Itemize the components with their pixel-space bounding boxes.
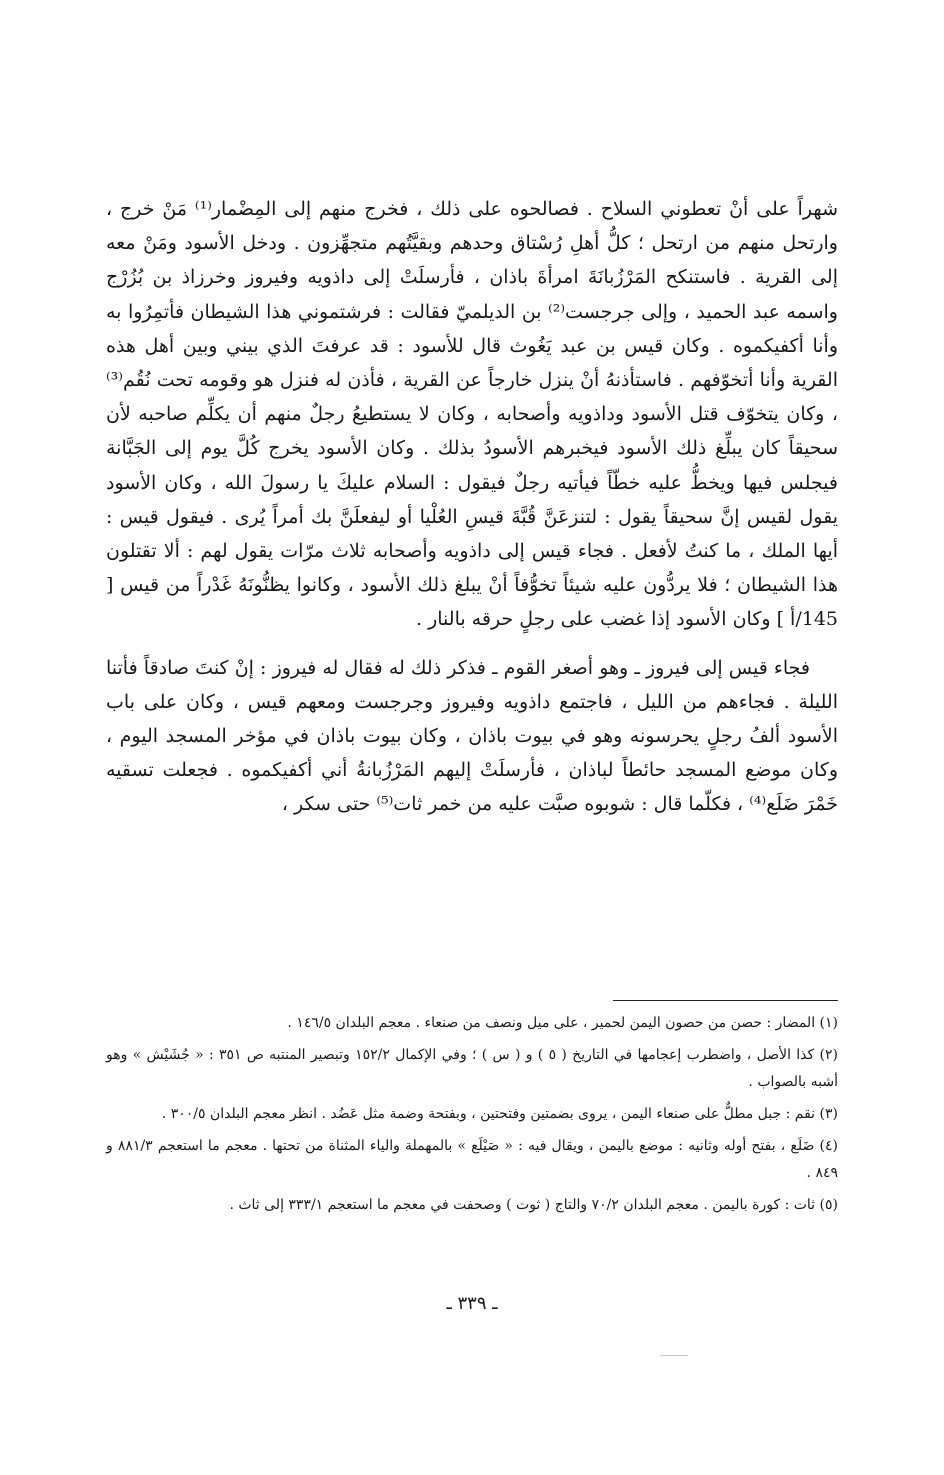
footnote-separator [613,1000,838,1001]
page-number: ـ ٣٣٩ ـ [446,1293,498,1314]
footnote-5: (٥) ثات : كورة باليمن . معجم البلدان ٧٠/٢ والتاج ( ثوت ) وصحفت في معجم ما استعجم ٣٣٣/١ إلى ثاث . [229,1197,838,1213]
main-text-block [106,192,838,822]
body-paragraph-2: فجاء قيس إلى فيروز ـ وهو أصغر القوم ـ فذكر ذلك له فقال له فيروز : إنْ كنتَ صادقاً فأتنا الليلة . فجاءهم من الليل ، فاجتمع داذويه وفيروز وجرجست ومعهم قيس ، وكان على باب الأسود ألفُ رجلٍ يحرسونه وهو في بيوت باذان ، وكان بيوت باذان في مؤخر المسجد اليوم ، وكان موضع المسجد حائطاً لباذان ، فأرسلَتْ إليهم المَرْزُبانةُ أني أكفيكموه . فجعلت تسقيه خَمْرَ ضَلَع⁽⁴⁾ ، فكلّما قال : شوبوه صبَّت عليه من خمر ثات⁽⁵⁾ حتى سكر ، [106,656,838,816]
footnotes-block [106,1010,838,1224]
footnote-2: (٢) كذا الأصل ، واضطرب إعجامها في التاريخ ( ٥ ) و ( س ) ؛ وفي الإكمال ١٥٢/٢ وتبصير المنتبه ص ٣٥١ : « جُشَيْش » وهو أشبه بالصواب . [106,1047,838,1090]
footnote-3: (٣) نقم : جبل مطلٌّ على صنعاء اليمن ، يروى بضمتين وفتحتين ، وبفتحة وضمة مثل عَضُد . انظر معجم البلدان ٣٠٠/٥ . [161,1106,838,1122]
body-paragraph-1: شهراً على أنْ تعطوني السلاح . فصالحوه على ذلك ، فخرج منهم إلى المِضْمار⁽¹⁾ مَنْ خرج ، وارتحل منهم من ارتحل ؛ كلُّ أهلِ رُسْتاق وحدهم وبقيَّتُهم متجهِّزون . ودخل الأسود ومَنْ معه إلى القرية . فاستنكح المَرْزُبانَةَ امرأةَ باذان ، فأرسلَتْ إلى داذويه وفيروز وخرزاذ بن بُزُرْج واسمه عبد الحميد ، وإلى جرجست⁽²⁾ بن الديلميّ فقالت : فرشتموني هذا الشيطان فأتمِرُوا به وأنا أكفيكموه . وكان قيس بن عبد يَغُوث قال للأسود : قد عرفتَ الذي بيني وبين أهل هذه القرية وأنا أتخوّفهم . فاستأذنهُ أنْ ينزل خارجاً عن القرية ، فأذن له فنزل هو وقومه تحت نُقُم⁽³⁾ ، وكان يتخوّف قتل الأسود وداذويه وأصحابه ، وكان لا يستطيعُ رجلٌ منهم أن يكلِّم صاحبه لأن سحيقاً كان يبلِّغ ذلك الأسود فيخبرهم الأسودُ بذلك . وكان الأسود يخرج كُلَّ يوم إلى الجَبَّانة فيجلس فيها ويخطُّ عليه خطّاً فيأتيه رجلٌ فيقول : السلام عليكَ يا رسولَ الله ، وكان الأسود يقول لقيس إنَّ سحيقاً يقول : لتنزعَنَّ قُبَّةَ قيسِ العُلْيا أو ليفعلَنَّ بك أمراً يُرى . فيقول قيس : أيها الملك ، ما كنتُ لأفعل . فجاء قيس إلى داذويه وأصحابه ثلاث مرّات يقول لهم : ألا تقتلون هذا الشيطان ؛ فلا يردُّون عليه شيئاً تخوُّفاً أنْ يبلغ ذلك الأسود ، وكانوا يظنُّونَهُ غَدْراً من قيس [ 145/أ ] وكان الأسود إذا غضب على رجلٍ حرقه بالنار . [106,198,838,631]
footnote-1: (١) المضار : حصن من حصون اليمن لحمير ، على ميل ونصف من صنعاء . معجم البلدان ١٤٦/٥ . [287,1015,838,1031]
footnote-4: (٤) ضَلَع ، بفتح أوله وثانيه : موضع باليمن ، ويقال فيه : « صَيْلَع » بالمهملة والياء المثناة من تحتها . معجم ما استعجم ٨٨١/٣ و ٨٤٩ . [106,1138,838,1181]
scan-mark [660,1355,688,1356]
